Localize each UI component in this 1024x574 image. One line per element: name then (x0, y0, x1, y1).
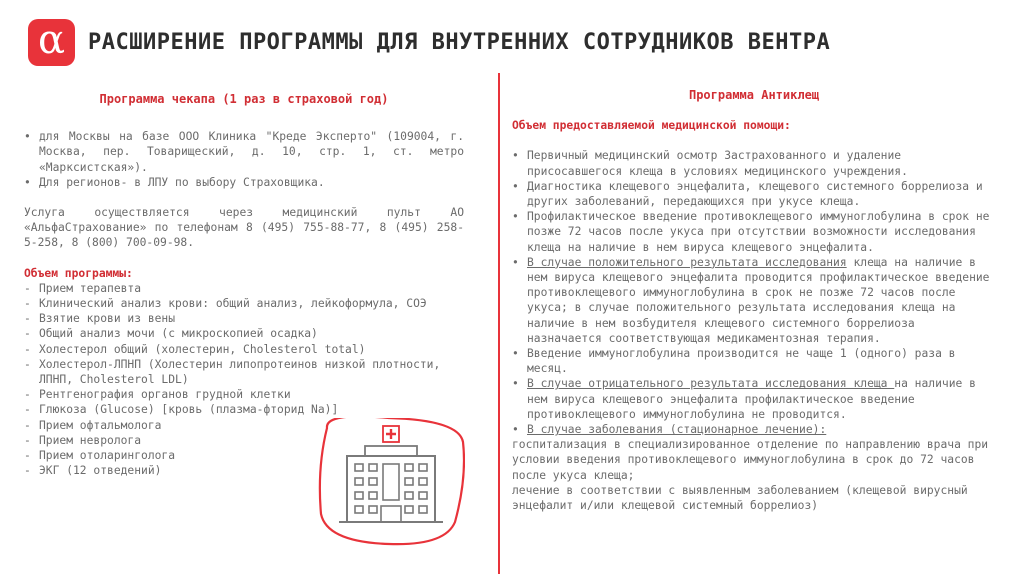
list-item: • В случае положительного результата исследования клеща на наличие в нем вируса клещевого энцефалита проводится профилактическое введение противоклещевого иммуноглобулина в срок не позже 72 часов после укуса; в случае положительного результата исследования клеща на наличие в нем возбудителя клещевого системного боррелиоза назначается соответствующая медикаментозная терапия. (512, 255, 990, 345)
list-item: - Рентгенография органов грудной клетки (24, 388, 291, 402)
list-item: • Профилактическое введение противоклещевого иммуноглобулина в срок не позже 72 часов после укуса при отсутствии возможности исследования клеща на наличие в нем вируса клещевого энцефалита. (512, 210, 990, 254)
list-item: - Прием невролога (24, 433, 142, 447)
treatment-text: лечение в соответствии с выявленным заболеванием (клещевой вирусный энцефалит и/или клещевой системный боррелиоз) (512, 483, 968, 513)
checkup-heading: Программа чекапа (1 раз в страховой год) (99, 92, 389, 106)
hospitalization-text: госпитализация в специализированное отделение по направлению врача при условии введения противоклещевого иммуноглобулина в срок до 72 часов после укуса клеща; (512, 438, 989, 482)
list-item: • Введение иммуноглобулина производится не чаще 1 (одного) раза в месяц. (512, 347, 956, 376)
checkup-locations (24, 129, 464, 190)
alfa-logo: α (28, 19, 75, 66)
list-item: - Прием отоларинголога (24, 449, 176, 463)
list-item: - Прием терапевта (24, 281, 142, 295)
service-info: Услуга осуществляется через медицинский пульт АО «АльфаСтрахование» по телефонам 8 (495) 755-88-77, 8 (495) 258-5-258, 8 (800) 700-09-98. (24, 206, 464, 250)
list-item: - ЭКГ (12 отведений) (24, 464, 162, 478)
list-item: • Диагностика клещевого энцефалита, клещевого системного боррелиоза и других заболеваний, передающихся при укусе клеща. (512, 179, 983, 209)
list-item: - Взятие крови из вены (24, 312, 176, 326)
list-item: • В случае отрицательного результата исследования клеща на наличие в нем вируса клещевого энцефалита профилактическое введение противоклещевого иммуноглобулина не проводится. (512, 377, 976, 421)
page-title: РАСШИРЕНИЕ ПРОГРАММЫ ДЛЯ ВНУТРЕННИХ СОТРУДНИКОВ ВЕНТРА (88, 30, 831, 55)
antitick-column (512, 88, 996, 513)
list-item: - Глюкоза (Glucose) [кровь (плазма-фторид Na)] (24, 403, 339, 417)
list-item: • для Москвы на базе ООО Клиника "Креде Эксперто" (109004, г. Москва, пер. Товарищеский, д. 10, стр. 1, ст. метро «Марксистская»). (24, 130, 464, 174)
list-item: - Прием офтальмолога (24, 418, 162, 432)
list-item: - Клинический анализ крови: общий анализ, лейкоформула, СОЭ (24, 297, 427, 311)
column-divider (498, 73, 500, 574)
list-item: • В случае заболевания (стационарное лечение): (512, 423, 827, 437)
program-heading: Объем программы: (24, 266, 133, 280)
antitick-list (512, 148, 996, 437)
antitick-heading: Программа Антиклещ (688, 88, 820, 102)
list-item: • Первичный медицинский осмотр Застрахованного и удаление присосавшегося клеща в условиях медицинского учреждения. (512, 149, 908, 178)
scope-heading: Объем предоставляемой медицинской помощи: (512, 119, 791, 133)
list-item: - Общий анализ мочи (с микроскопией осадка) (24, 327, 318, 341)
list-item: - Холестерол-ЛПНП (Холестерин липопротеинов низкой плотности, ЛПНП, Cholesterol LDL) (24, 357, 441, 387)
hospital-building-icon (317, 418, 465, 546)
list-item: • Для регионов- в ЛПУ по выбору Страховщика. (24, 175, 325, 189)
list-item: - Холестерол общий (холестерин, Cholesterol total) (24, 342, 366, 356)
